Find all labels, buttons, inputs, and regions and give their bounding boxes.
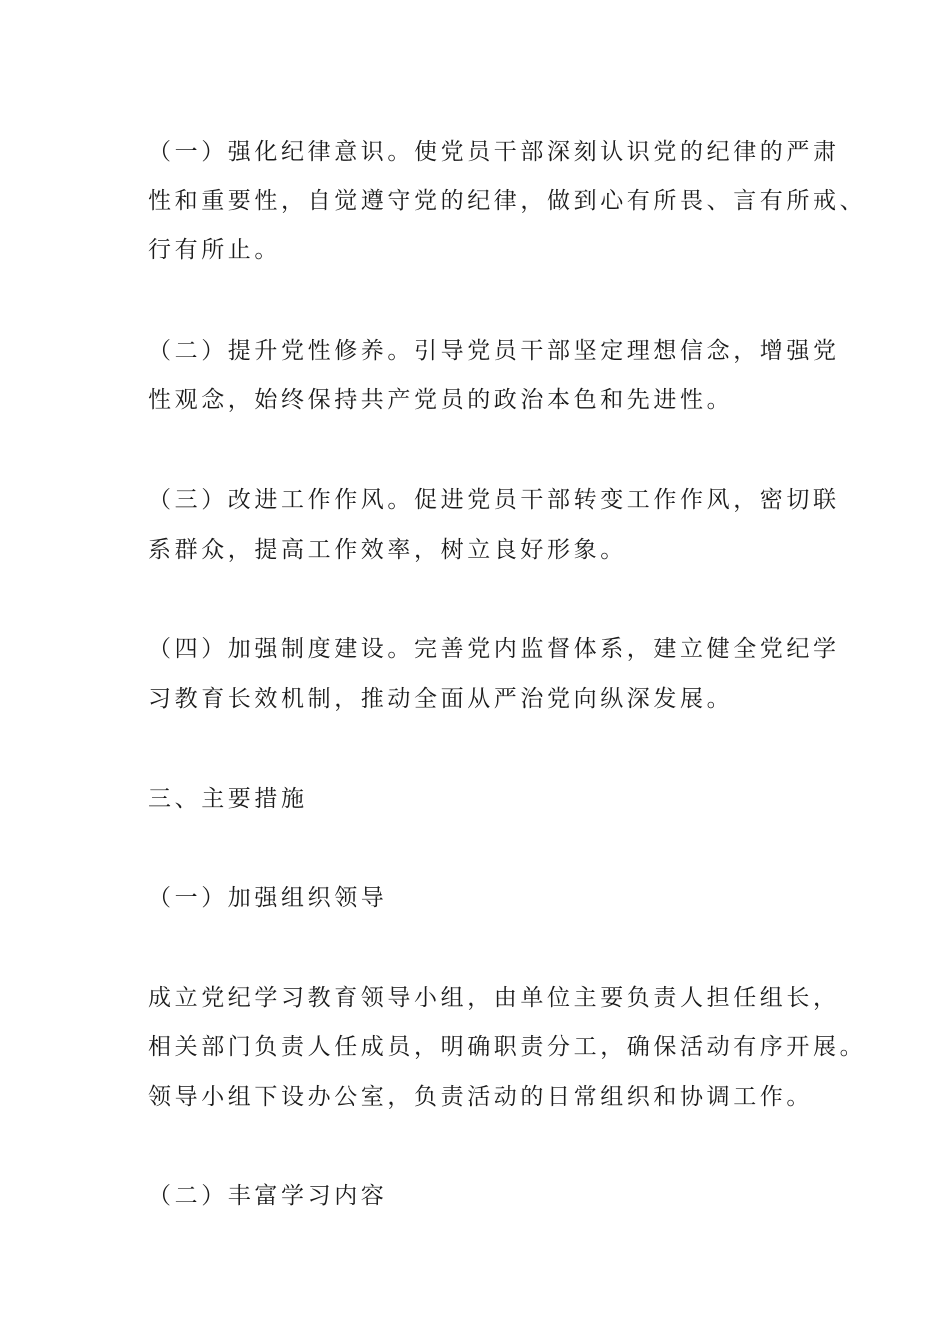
measure-1-heading: （一）加强组织领导 <box>148 885 388 911</box>
measure-1-line-1: 成立党纪学习教育领导小组，由单位主要负责人担任组长， <box>148 985 840 1011</box>
measure-1-line-2: 相关部门负责人任成员，明确职责分工，确保活动有序开展。 <box>148 1034 867 1060</box>
section-heading: 三、主要措施 <box>148 786 308 812</box>
objective-1-line-1: （一）强化纪律意识。使党员干部深刻认识党的纪律的严肃 <box>148 139 840 165</box>
objective-2-line-2: 性观念，始终保持共产党员的政治本色和先进性。 <box>148 387 734 413</box>
objective-3-line-1: （三）改进工作作风。促进党员干部转变工作作风，密切联 <box>148 487 840 513</box>
measure-2-heading: （二）丰富学习内容 <box>148 1183 388 1209</box>
objective-4-line-2: 习教育长效机制，推动全面从严治党向纵深发展。 <box>148 686 734 712</box>
objective-3-line-2: 系群众，提高工作效率，树立良好形象。 <box>148 537 627 563</box>
objective-1-line-2: 性和重要性，自觉遵守党的纪律，做到心有所畏、言有所戒、 <box>148 188 867 214</box>
measure-1-line-3: 领导小组下设办公室，负责活动的日常组织和协调工作。 <box>148 1084 813 1110</box>
objective-1-line-3: 行有所止。 <box>148 237 281 263</box>
objective-4-line-1: （四）加强制度建设。完善党内监督体系，建立健全党纪学 <box>148 636 840 662</box>
objective-2-line-1: （二）提升党性修养。引导党员干部坚定理想信念，增强党 <box>148 338 840 364</box>
